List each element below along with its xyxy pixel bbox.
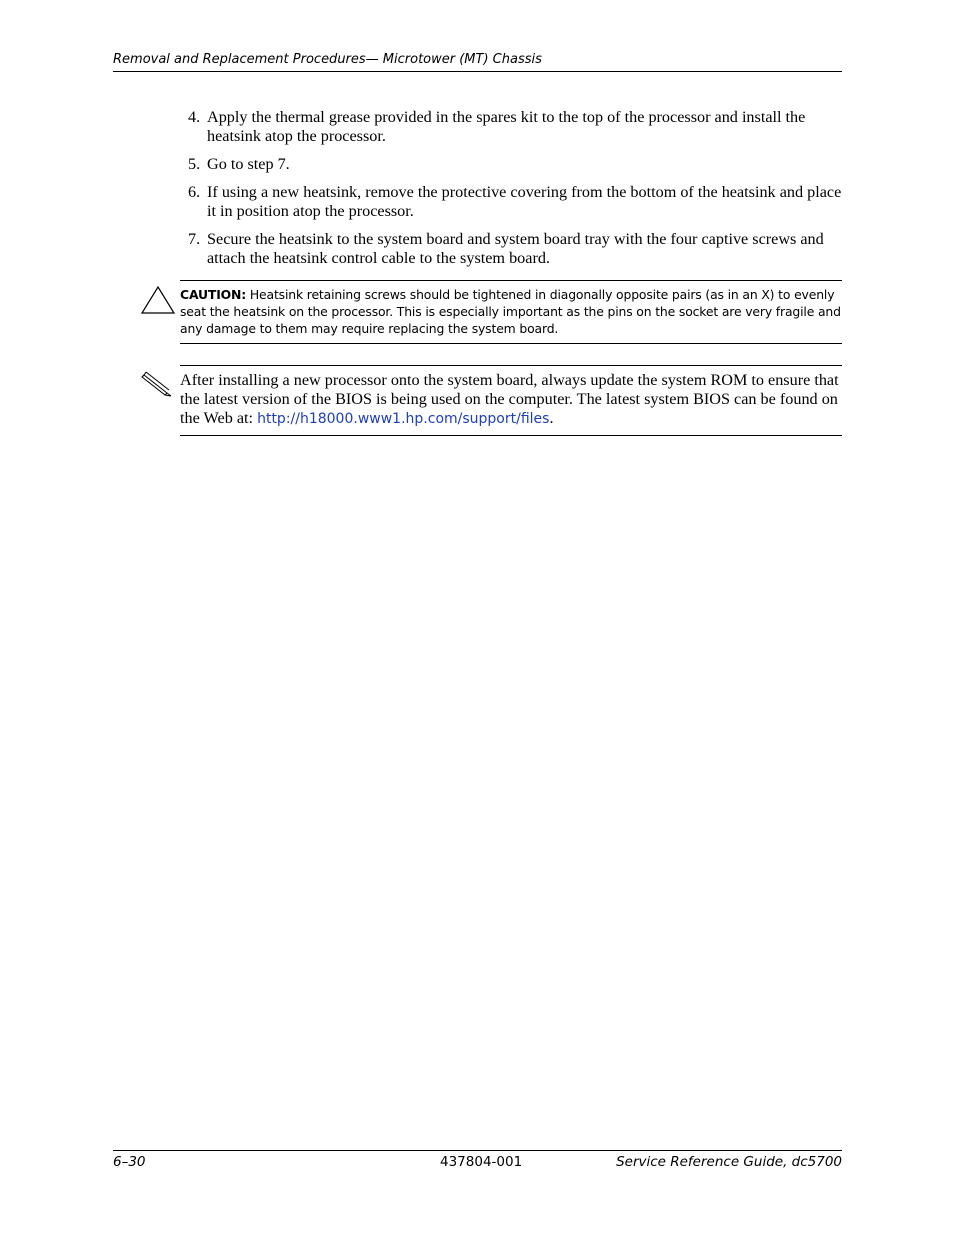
header-rule [113, 71, 842, 72]
step-number: 4. [188, 108, 201, 126]
support-files-link[interactable]: http://h18000.www1.hp.com/support/files [257, 411, 550, 427]
step-item [188, 108, 844, 146]
note-text-block [180, 371, 844, 429]
page-number: 6–30 [113, 1154, 146, 1170]
step-number: 5. [188, 155, 201, 173]
caution-top-rule [180, 280, 842, 281]
caution-triangle-icon [140, 285, 176, 315]
footer-rule [113, 1150, 842, 1151]
guide-title: Service Reference Guide, dc5700 [616, 1154, 842, 1170]
note-top-rule [180, 365, 842, 366]
part-number: 437804-001 [440, 1154, 523, 1170]
step-text: If using a new heatsink, remove the protective covering from the bottom of the heatsink and place it in position atop the processor. [207, 183, 842, 220]
note-bottom-rule [180, 435, 842, 436]
caution-label: CAUTION: [180, 287, 247, 302]
pencil-note-icon [140, 370, 174, 398]
step-item [188, 230, 844, 268]
step-number: 7. [188, 230, 201, 248]
running-header: Removal and Replacement Procedures— Microtower (MT) Chassis [113, 52, 542, 67]
step-text: Secure the heatsink to the system board and system board tray with the four captive screws and attach the heatsink control cable to the system board. [207, 230, 824, 267]
step-text: Apply the thermal grease provided in the spares kit to the top of the processor and install the heatsink atop the processor. [207, 108, 806, 145]
caution-text: Heatsink retaining screws should be tightened in diagonally opposite pairs (as in an X) to evenly seat the heatsink on the processor. This is especially important as the pins on the socket are very fragile and any damage to them may require replacing the system board. [180, 287, 841, 336]
step-item [188, 155, 844, 174]
caution-notice [180, 286, 844, 337]
caution-bottom-rule [180, 343, 842, 344]
procedure-steps [188, 108, 844, 277]
note-suffix: . [549, 409, 554, 427]
step-text: Go to step 7. [207, 155, 290, 173]
step-item [188, 183, 844, 221]
note-text: After installing a new processor onto the system board, always update the system ROM to ensure that the latest version of the BIOS is being used on the computer. The latest system BIOS can be found on the Web at: [180, 371, 839, 427]
step-number: 6. [188, 183, 201, 201]
